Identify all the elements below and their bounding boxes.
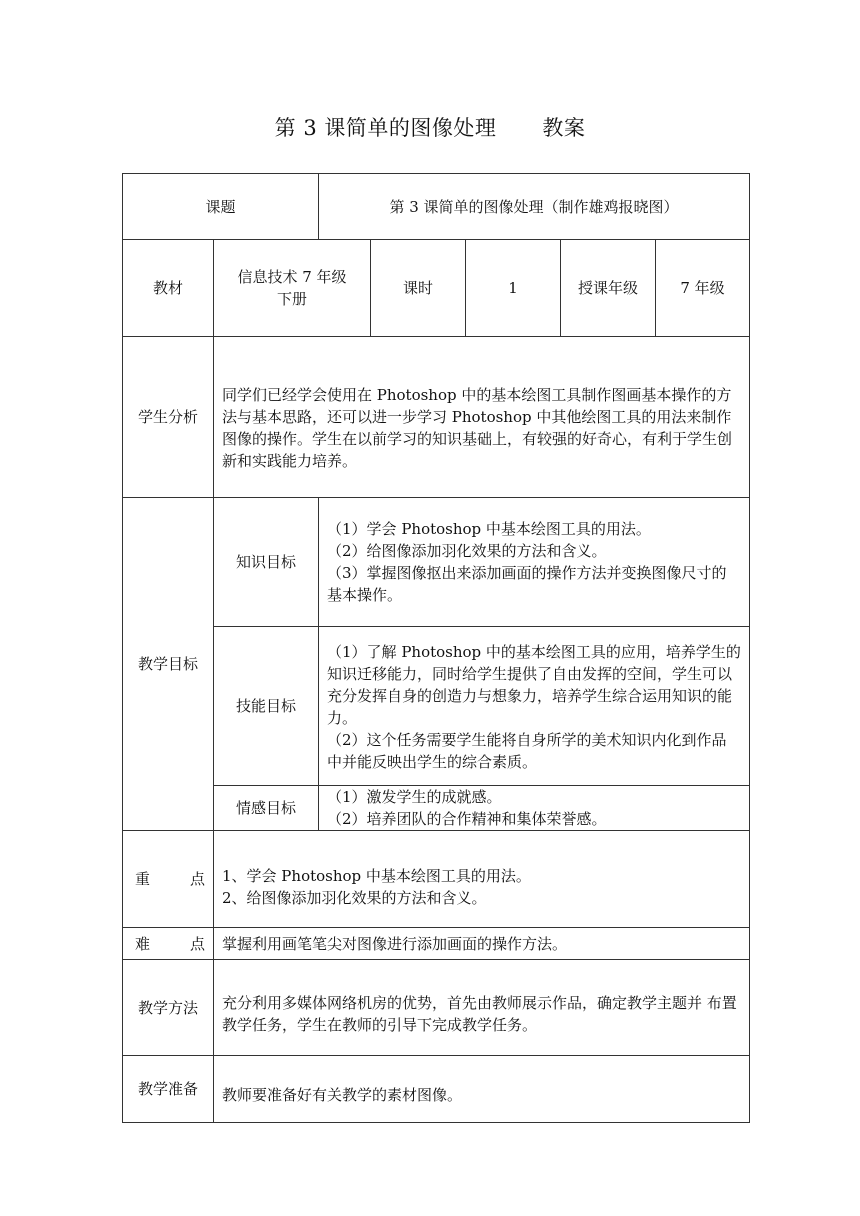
difficulty-label-b: 点: [189, 934, 205, 953]
document-title: [0, 112, 860, 142]
grade-value: 7 年级: [656, 240, 750, 337]
preparation-label: 教学准备: [123, 1056, 214, 1123]
skill-line-2: （2）这个任务需要学生能将自身所学的美术知识内化到作品中并能反映出学生的综合素质。: [327, 731, 727, 771]
emotion-objective-row: [123, 786, 750, 831]
key-points-row: [123, 831, 750, 928]
difficulty-row: [123, 928, 750, 960]
student-analysis-row: [123, 337, 750, 498]
skill-objective-text: [319, 627, 750, 786]
emotion-objective-text: [319, 786, 750, 831]
knowledge-objective-row: [123, 498, 750, 627]
difficulty-label: [123, 928, 214, 960]
title-suffix: 教案: [542, 116, 586, 140]
title-main: 第 3 课简单的图像处理: [274, 116, 497, 140]
knowledge-line-2: （2）给图像添加羽化效果的方法和含义。: [327, 542, 607, 560]
topic-row: [123, 174, 750, 240]
objectives-label: 教学目标: [123, 498, 214, 831]
key-points-label-b: 点: [189, 870, 205, 888]
method-row: [123, 960, 750, 1056]
student-analysis-label: 学生分析: [123, 337, 214, 498]
preparation-row: [123, 1056, 750, 1123]
grade-label: 授课年级: [561, 240, 656, 337]
key-point-1: 1、学会 Photoshop 中基本绘图工具的用法。: [222, 867, 531, 885]
hours-value: 1: [466, 240, 561, 337]
method-text: 充分利用多媒体网络机房的优势，首先由教师展示作品，确定教学主题并 布置教学任务，学生在教师的引导下完成教学任务。: [214, 960, 750, 1056]
material-value: [214, 240, 371, 337]
skill-objective-row: [123, 627, 750, 786]
knowledge-objective-text: [319, 498, 750, 627]
topic-value: 第 3 课简单的图像处理（制作雄鸡报晓图）: [319, 174, 750, 240]
difficulty-text: 掌握利用画笔笔尖对图像进行添加画面的操作方法。: [214, 928, 750, 960]
topic-label: 课题: [123, 174, 319, 240]
emotion-line-1: （1）激发学生的成就感。: [327, 788, 502, 806]
key-points-label: [123, 831, 214, 928]
emotion-objective-label: 情感目标: [214, 786, 319, 831]
material-row: [123, 240, 750, 337]
material-label: 教材: [123, 240, 214, 337]
student-analysis-text: 同学们已经学会使用在 Photoshop 中的基本绘图工具制作图画基本操作的方法与基本思路，还可以进一步学习 Photoshop 中其他绘图工具的用法来制作图像的操作。学生在以前学习的知识基础上，有较强的好奇心，有利于学生创新和实践能力培养。: [214, 337, 750, 498]
lesson-plan-table: [122, 173, 750, 1123]
key-points-label-a: 重: [135, 870, 151, 888]
material-value-line2: 下册: [277, 290, 308, 308]
knowledge-line-1: （1）学会 Photoshop 中基本绘图工具的用法。: [327, 520, 651, 538]
key-point-2: 2、给图像添加羽化效果的方法和含义。: [222, 889, 487, 907]
emotion-line-2: （2）培养团队的合作精神和集体荣誉感。: [327, 810, 607, 828]
skill-objective-label: 技能目标: [214, 627, 319, 786]
knowledge-line-3: （3）掌握图像抠出来添加画面的操作方法并变换图像尺寸的基本操作。: [327, 564, 727, 604]
key-points-text: [214, 831, 750, 928]
material-value-line1: 信息技术 7 年级: [237, 268, 347, 286]
method-label: 教学方法: [123, 960, 214, 1056]
hours-label: 课时: [371, 240, 466, 337]
skill-line-1: （1）了解 Photoshop 中的基本绘图工具的应用，培养学生的知识迁移能力，同时给学生提供了自由发挥的空间，学生可以充分发挥自身的创造力与想象力，培养学生综合运用知识的能力。: [327, 643, 741, 727]
preparation-text: 教师要准备好有关教学的素材图像。: [214, 1056, 750, 1123]
knowledge-objective-label: 知识目标: [214, 498, 319, 627]
difficulty-label-a: 难: [135, 934, 151, 953]
